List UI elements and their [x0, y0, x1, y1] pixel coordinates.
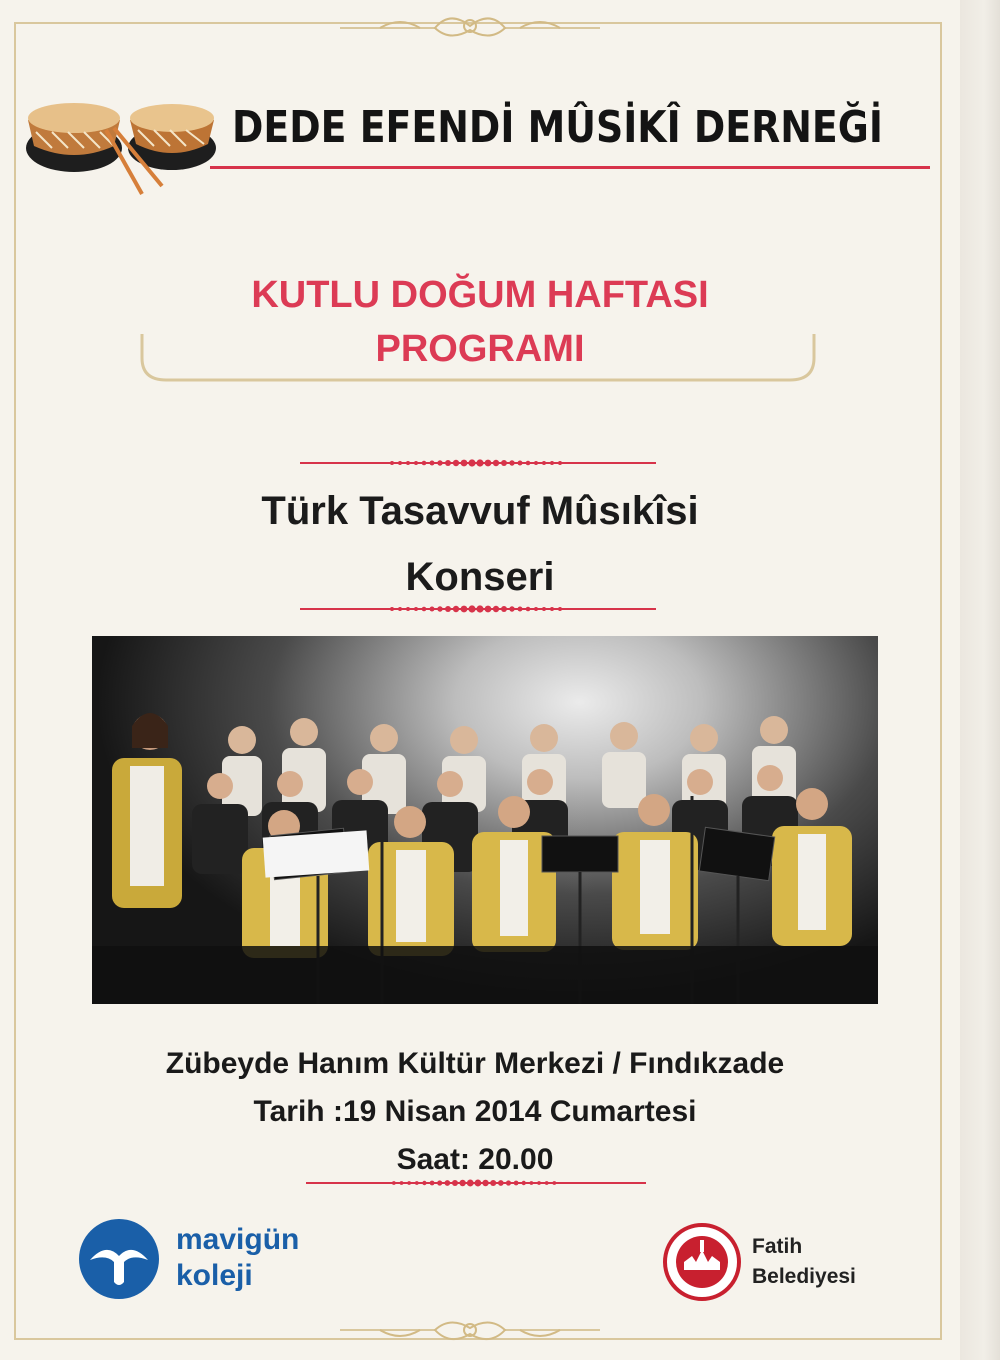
- fatih-text: [752, 1232, 856, 1292]
- page-edge: [960, 0, 1000, 1360]
- drum-logo-icon: [22, 90, 222, 200]
- title-underline: [210, 166, 930, 169]
- fatih-name: Fatih: [752, 1235, 803, 1258]
- dotted-divider-bottom: [300, 604, 656, 614]
- program-title-line1: KUTLU DOĞUM HAFTASI: [251, 274, 709, 316]
- dotted-divider-footer: [306, 1178, 646, 1188]
- mavigun-bird-icon: [76, 1216, 162, 1302]
- concert-title-line1: Türk Tasavvuf Mûsıkîsi: [261, 489, 699, 533]
- mavigun-school: koleji: [176, 1259, 253, 1292]
- fatih-logo: [662, 1222, 902, 1302]
- concert-photo: [92, 636, 878, 1004]
- fatih-municipality: Belediyesi: [752, 1265, 856, 1288]
- venue-text: Zübeyde Hanım Kültür Merkezi / Fındıkzade: [165, 1047, 785, 1080]
- program-bracket: [138, 330, 818, 390]
- time-text: Saat: 20.00: [396, 1143, 554, 1176]
- concert-title: [120, 478, 840, 610]
- fatih-seal-icon: [662, 1222, 742, 1302]
- concert-title-line2: Konseri: [405, 555, 555, 599]
- mavigun-logo: [76, 1216, 336, 1306]
- event-details: [60, 1040, 890, 1184]
- mavigun-text: [176, 1222, 299, 1294]
- dotted-divider-top: [300, 458, 656, 468]
- mavigun-name: mavigün: [176, 1223, 300, 1256]
- top-ornament-icon: [340, 6, 600, 46]
- ensemble-illustration: [92, 636, 878, 1004]
- association-title: DEDE EFENDİ MÛSİKÎ DERNEĞİ: [232, 102, 883, 153]
- program-title-line2: PROGRAMI: [375, 328, 585, 370]
- date-text: Tarih :19 Nisan 2014 Cumartesi: [253, 1095, 697, 1128]
- bottom-ornament-icon: [340, 1312, 600, 1352]
